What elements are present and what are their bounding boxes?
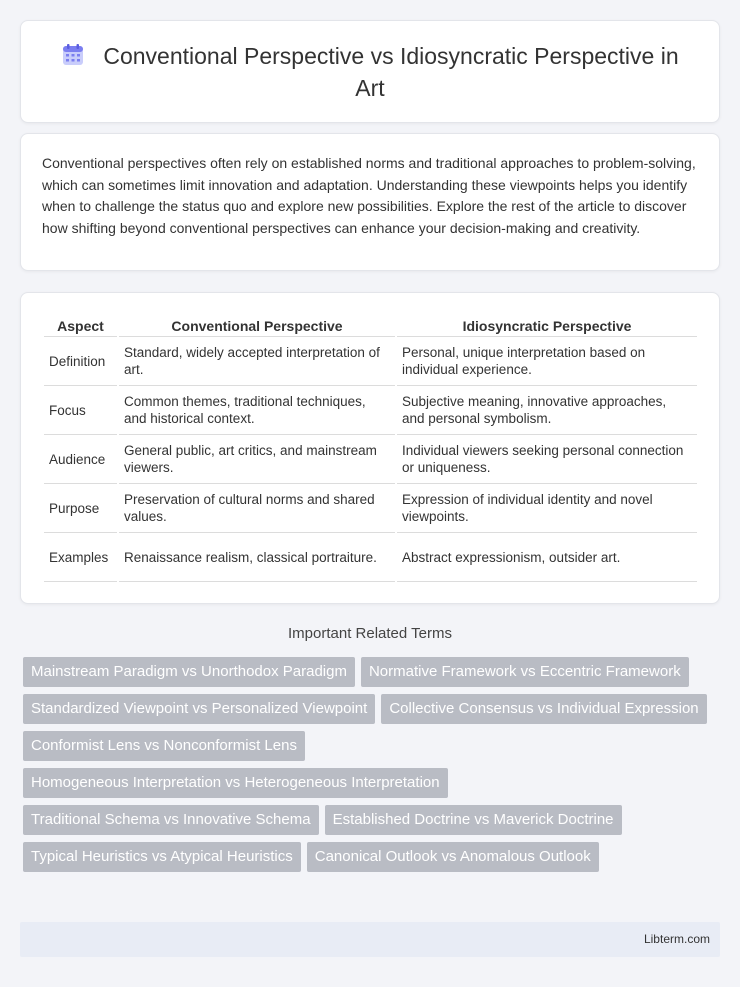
related-term-tag[interactable]: Mainstream Paradigm vs Unorthodox Paradigm [23, 657, 355, 687]
footer [20, 922, 720, 957]
footer-site-link[interactable]: Libterm.com [643, 932, 710, 946]
comparison-table [42, 313, 699, 582]
table-row [44, 337, 697, 386]
cell-aspect: Focus [44, 386, 117, 435]
cell-conventional: Renaissance realism, classical portraiture. [119, 533, 395, 582]
related-term-tag[interactable]: Established Doctrine vs Maverick Doctrine [325, 805, 622, 835]
intro-text: Conventional perspectives often rely on established norms and traditional approaches to problem-solving, which can sometimes limit innovation and adaptation. Understanding these viewpoints helps you identify when to challenge the status quo and explore new possibilities. Explore the rest of the article to discover how shifting beyond conventional perspectives can enhance your decision-making and creativity. [42, 155, 696, 236]
related-term-tag[interactable]: Typical Heuristics vs Atypical Heuristics [23, 842, 301, 872]
header-idiosyncratic: Idiosyncratic Perspective [397, 313, 697, 337]
cell-aspect: Definition [44, 337, 117, 386]
calendar-grid-icon [61, 43, 85, 67]
cell-conventional: Common themes, traditional techniques, and historical context. [119, 386, 395, 435]
cell-idiosyncratic: Subjective meaning, innovative approaches, and personal symbolism. [397, 386, 697, 435]
related-term-tag[interactable]: Conformist Lens vs Nonconformist Lens [23, 731, 305, 761]
table-row [44, 533, 697, 582]
cell-idiosyncratic: Personal, unique interpretation based on individual experience. [397, 337, 697, 386]
related-terms-list [23, 657, 723, 879]
header-aspect: Aspect [44, 313, 117, 337]
cell-idiosyncratic: Expression of individual identity and novel viewpoints. [397, 484, 697, 533]
related-term-tag[interactable]: Canonical Outlook vs Anomalous Outlook [307, 842, 599, 872]
table-row [44, 435, 697, 484]
page-title: Conventional Perspective vs Idiosyncratic Perspective in Art [103, 42, 679, 101]
related-term-tag[interactable]: Normative Framework vs Eccentric Framework [361, 657, 689, 687]
cell-aspect: Examples [44, 533, 117, 582]
cell-aspect: Audience [44, 435, 117, 484]
cell-idiosyncratic: Abstract expressionism, outsider art. [397, 533, 697, 582]
cell-conventional: Standard, widely accepted interpretation of art. [119, 337, 395, 386]
header-conventional: Conventional Perspective [119, 313, 395, 337]
related-term-tag[interactable]: Homogeneous Interpretation vs Heterogeneous Interpretation [23, 768, 448, 798]
cell-idiosyncratic: Individual viewers seeking personal connection or uniqueness. [397, 435, 697, 484]
table-row [44, 386, 697, 435]
table-row [44, 484, 697, 533]
cell-aspect: Purpose [44, 484, 117, 533]
title-card [20, 20, 720, 123]
cell-conventional: General public, art critics, and mainstream viewers. [119, 435, 395, 484]
comparison-table-card [20, 292, 720, 604]
related-term-tag[interactable]: Traditional Schema vs Innovative Schema [23, 805, 319, 835]
related-term-tag[interactable]: Collective Consensus vs Individual Expression [381, 694, 706, 724]
intro-card [20, 133, 720, 271]
related-term-tag[interactable]: Standardized Viewpoint vs Personalized Viewpoint [23, 694, 375, 724]
cell-conventional: Preservation of cultural norms and shared values. [119, 484, 395, 533]
related-terms-title: Important Related Terms [288, 625, 452, 642]
page-title-wrap [50, 40, 690, 104]
table-header-row [44, 313, 697, 337]
